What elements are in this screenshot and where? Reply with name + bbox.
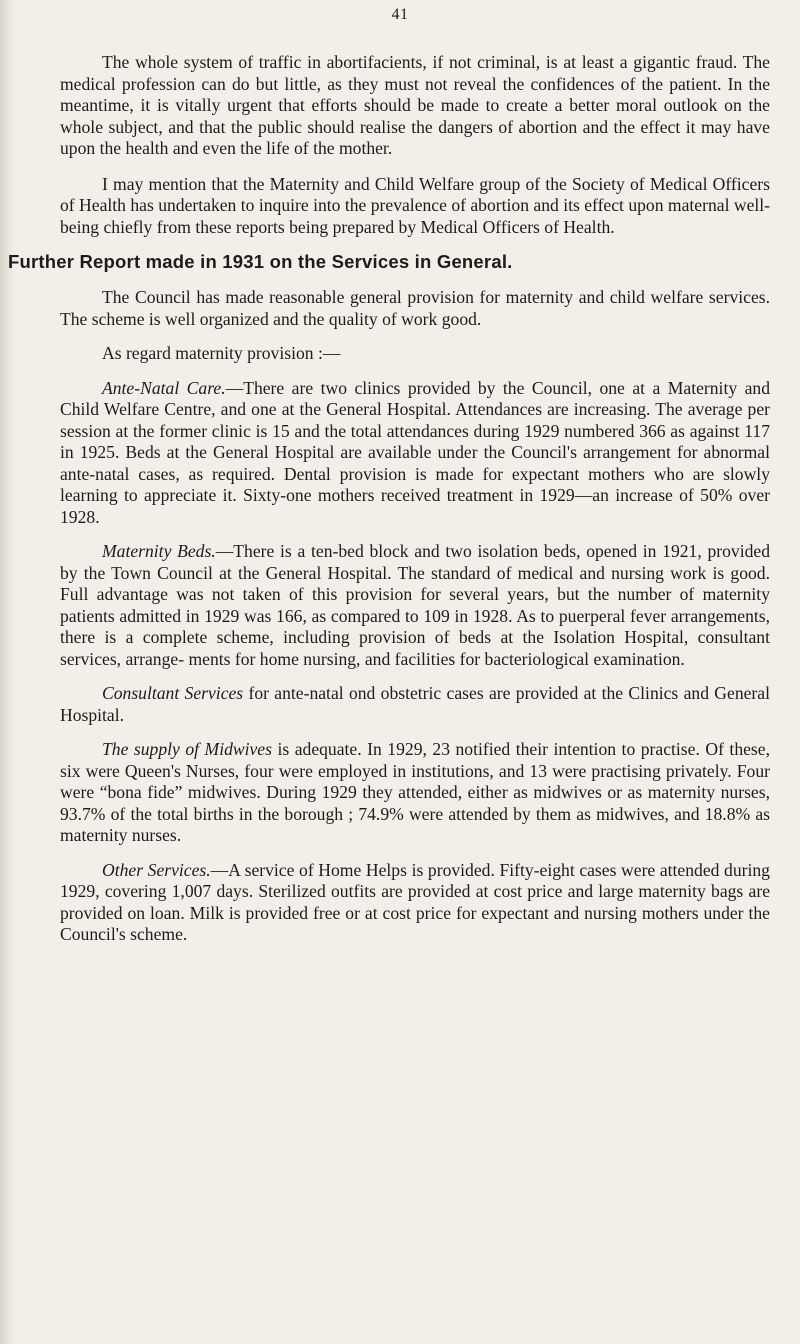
- paragraph-abortifacients: [60, 52, 770, 160]
- paragraph-general-provision: [60, 287, 770, 330]
- page-number: 41: [391, 6, 409, 23]
- paragraph-text: —A service of Home Helps is provided. Fifty-eight cases were attended during 1929, covering 1,007 days. Sterilized outfits are provided at cost price and large maternity bags are provided on loan. Milk is provided free or at cost price for expectant and nursing mothers under the Council's scheme.: [60, 859, 770, 944]
- paragraph-maternity-beds: [60, 541, 770, 670]
- paragraph-text: —There are two clinics provided by the Council, one at a Maternity and Child Welfare Centre, and one at the General Hospital. Attendances are increasing. The average per session at the former clinic is 15 and the total attendances during 1929 numbered 366 as against 117 in 1925. Beds at the General Hospital are available under the Council's arrangement for abnormal ante-natal cases, as required. Dental provision is made for expectant mothers who are slowly learning to appreciate it. Sixty-one mothers received treatment in 1929—an increase of 50% over 1928.: [60, 377, 770, 527]
- paragraph-text: I may mention that the Maternity and Child Welfare group of the Society of Medical Officers of Health has undertaken to inquire into the prevalence of abortion and its effect upon maternal well-being chiefly from these reports being prepared by Medical Officers of Health.: [60, 173, 771, 237]
- paragraph-lead: Ante-Natal Care.: [102, 377, 226, 398]
- section-heading: Further Report made in 1931 on the Services in General.: [8, 251, 513, 272]
- paragraph-lead: The supply of Midwives: [102, 739, 272, 759]
- paragraph-ante-natal-care: [60, 378, 770, 529]
- paragraph-society-inquiry: [60, 174, 770, 239]
- paragraph-text: is adequate. In 1929, 23 notified their intention to practise. Of these, six were Queen's Nurses, four were employed in institutions, and 13 were practising privately. Four were “bona fide” midwives. During 1929 they attended, either as midwives or as maternity nurses, 93.7% of the total births in the borough ; 74.9% were attended by them as midwives, and 18.8% as maternity nurses.: [60, 739, 770, 845]
- paragraph-lead: Other Services.: [102, 859, 211, 880]
- paragraph-consultant-services: [60, 683, 770, 726]
- page-edge-shadow: [0, 0, 14, 1344]
- paragraph-text: for ante-natal ond obstetric cases are provided at the Clinics and General Hospital.: [60, 683, 770, 725]
- paragraph-lead: Consultant Services: [102, 683, 244, 703]
- paragraph-text: The whole system of traffic in abortifacients, if not criminal, is at least a gigantic fraud. The medical profession can do but little, as they must not reveal the confidences of the patient. In the meantime, it is vitally urgent that efforts should be made to create a better moral outlook on the whole subject, and that the public should realise the dangers of abortion and the effect it may have upon the health and even the life of the mother.: [60, 52, 770, 158]
- paragraph-text: The Council has made reasonable general provision for maternity and child welfare services. The scheme is well organized and the quality of work good.: [60, 287, 770, 329]
- paragraph-lead: Maternity Beds.: [102, 541, 216, 561]
- paragraph-text: As regard maternity provision :—: [102, 343, 341, 363]
- paragraph-midwives: [60, 739, 770, 847]
- paragraph-text: —There is a ten-bed block and two isolation beds, opened in 1921, provided by the Town Council at the General Hospital. The standard of medical and nursing work is good. Full advantage was not taken of this provision for several years, but the number of maternity patients admitted in 1929 was 166, as compared to 109 in 1928. As to puerperal fever arrangements, there is a complete scheme, including provision of beds at the Isolation Hospital, consultant services, arrange- ments for home nursing, and facilities for bacteriological examination.: [60, 541, 770, 669]
- paragraph-maternity-provision-intro: [60, 343, 770, 365]
- page-body: [8, 52, 771, 959]
- paragraph-other-services: [60, 860, 770, 946]
